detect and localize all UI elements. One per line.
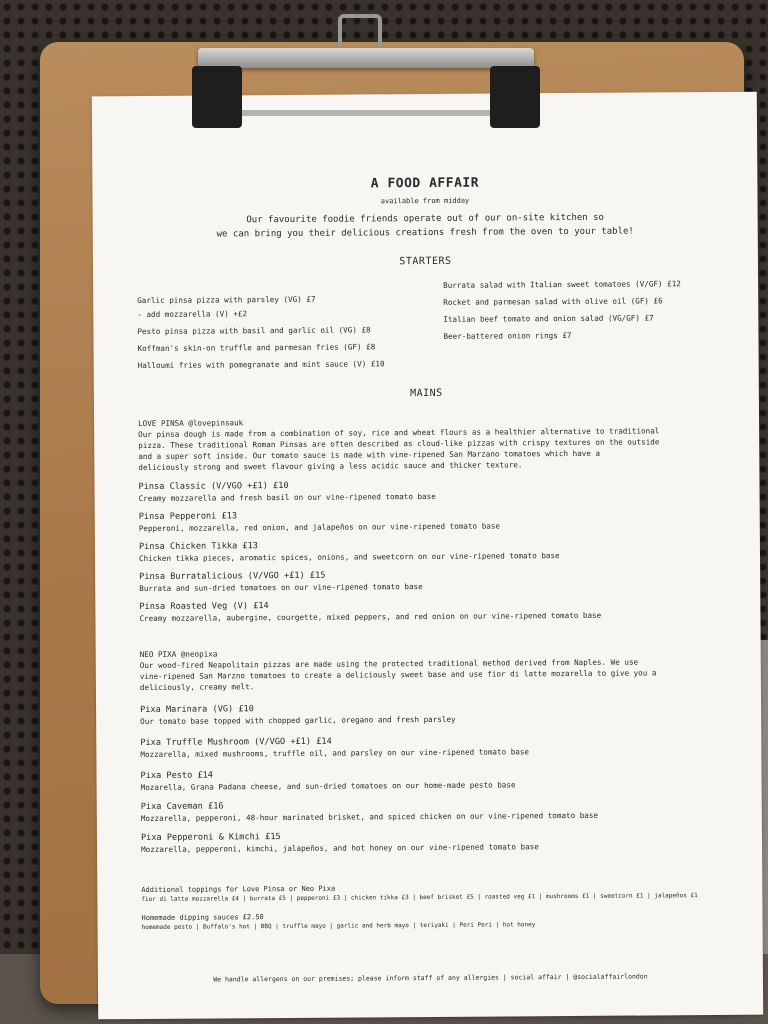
menu-subtitle: available from midday bbox=[380, 196, 470, 206]
pizza-desc: Creamy mozzarella and fresh basil on our vine-ripened tomato base bbox=[138, 491, 436, 504]
pizza-item bbox=[140, 701, 717, 727]
toppings-list: fior di latte mozzarella £4 | burrata £5 | pepperoni £3 | chicken tikka £3 | beef brisket £5 | roasted veg £1 | mushrooms £1 | sweetcorn £1 | jalapeños £1 bbox=[141, 892, 698, 904]
pizza-name: Pixa Marinara (VG) £10 bbox=[140, 704, 254, 716]
menu-sheet bbox=[92, 92, 763, 1020]
toppings-label: Additional toppings for Love Pinsa or Neo Pixa bbox=[141, 884, 336, 895]
love-pinsa-desc-line: Our pinsa dough is made from a combination of soy, rice and wheat flours as a healthier alternative to traditional bbox=[138, 426, 660, 440]
starter-item: Beer-battered onion rings £7 bbox=[443, 330, 572, 341]
clip-foot-right bbox=[490, 66, 540, 128]
pizza-desc: Mozzarella, mixed mushrooms, truffle oil, and parsley on our vine-ripened tomato base bbox=[140, 747, 530, 760]
clip-lever bbox=[198, 48, 534, 68]
neo-pixa-brand: NEO PIXA @neopixa bbox=[139, 649, 218, 660]
pizza-name: Pinsa Chicken Tikka £13 bbox=[138, 541, 258, 553]
neo-pixa-desc-line: vine-ripened San Marzno tomatoes to create a deliciously sweet base and use fior di latte mozarella to give you a bbox=[139, 668, 657, 682]
pizza-item bbox=[140, 734, 717, 760]
pizza-desc: Pepperoni, mozzarella, red onion, and jalapeños on our vine-ripened tomato base bbox=[138, 521, 501, 534]
pizza-name: Pinsa Pepperoni £13 bbox=[138, 511, 238, 523]
love-pinsa-brand: LOVE PINSA @lovepinsauk bbox=[138, 418, 244, 429]
intro-line: we can bring you their delicious creations fresh from the oven to your table! bbox=[216, 226, 634, 240]
love-pinsa-desc-line: pizza. These traditional Roman Pinsas are often described as cloud-like pizzas with crispy textures on the outside bbox=[138, 437, 660, 451]
neo-pixa-desc-line: Our wood-fired Neapolitain pizzas are made using the protected traditional method derived from Naples. We use bbox=[139, 657, 639, 671]
pizza-item bbox=[141, 829, 718, 855]
pizza-item bbox=[141, 798, 718, 824]
neo-pixa-desc-line: deliciously, creamy melt. bbox=[139, 682, 255, 693]
clip-rail bbox=[240, 110, 496, 116]
pizza-desc: Mozzarella, pepperoni, kimchi, jalapeños, and hot honey on our vine-ripened tomato base bbox=[141, 842, 539, 855]
starter-item: Italian beef tomato and onion salad (VG/GF) £7 bbox=[443, 313, 654, 324]
love-pinsa-desc-line: and a super soft inside. Our tomato sauce is made with vine-ripened San Marzano tomatoes which have a bbox=[138, 448, 601, 462]
starter-item: Burrata salad with Italian sweet tomatoes (V/GF) £12 bbox=[443, 279, 681, 290]
clipboard bbox=[40, 42, 744, 1004]
starter-item: Rocket and parmesan salad with olive oil (GF) £6 bbox=[443, 296, 663, 307]
starter-item: Garlic pinsa pizza with parsley (VG) £7 bbox=[137, 294, 316, 306]
pizza-desc: Mozarella, Grana Padana cheese, and sun-dried tomatoes on our home-made pesto base bbox=[140, 780, 516, 793]
clip-foot-left bbox=[192, 66, 242, 128]
pizza-name: Pinsa Classic (V/VGO +£1) £10 bbox=[138, 480, 289, 493]
sauces-list: homemade pesto | Buffalo's hot | BBQ | truffle mayo | garlic and herb mayo | teriyaki | Peri Peri | hot honey bbox=[141, 921, 536, 932]
pizza-name: Pixa Caveman £16 bbox=[140, 801, 224, 813]
menu-intro bbox=[153, 210, 698, 242]
pizza-name: Pinsa Burratalicious (V/VGO +£1) £15 bbox=[139, 570, 326, 583]
starters-heading: STARTERS bbox=[399, 255, 452, 268]
intro-line: Our favourite foodie friends operate out of our on-site kitchen so bbox=[246, 212, 604, 226]
dipping-sauces bbox=[141, 910, 732, 932]
allergen-footer: We handle allergens on our premises; please inform staff of any allergies | social affair | @socialaffairlondon bbox=[213, 972, 648, 984]
additional-toppings bbox=[141, 882, 732, 904]
pizza-desc: Burrata and sun-dried tomatoes on our vine-ripened tomato base bbox=[139, 582, 423, 594]
starter-addon: - add mozzarella (V) +£2 bbox=[137, 309, 248, 320]
pizza-item bbox=[138, 478, 715, 504]
menu-title: A FOOD AFFAIR bbox=[370, 175, 480, 192]
pizza-name: Pixa Truffle Mushroom (V/VGO +£1) £14 bbox=[140, 736, 332, 749]
starter-item: Koffman's skin-on truffle and parmesan fries (GF) £8 bbox=[137, 342, 376, 354]
pizza-item bbox=[139, 508, 716, 534]
pizza-desc: Chicken tikka pieces, aromatic spices, onions, and sweetcorn on our vine-ripened tomato base bbox=[138, 551, 560, 564]
pizza-item bbox=[139, 568, 716, 594]
sauces-label: Homemade dipping sauces £2.50 bbox=[141, 913, 264, 923]
pizza-name: Pinsa Roasted Veg (V) £14 bbox=[139, 601, 269, 613]
starters-left-column bbox=[137, 293, 384, 377]
pizza-item bbox=[140, 767, 717, 793]
neo-pixa-section bbox=[140, 645, 717, 693]
mains-heading: MAINS bbox=[410, 387, 443, 400]
love-pinsa-section bbox=[138, 414, 715, 473]
pizza-desc: Mozzarella, pepperoni, 48-hour marinated brisket, and spiced chicken on our vine-ripened tomato base bbox=[140, 810, 599, 824]
pizza-name: Pixa Pesto £14 bbox=[140, 770, 214, 782]
starter-item: Pesto pinsa pizza with basil and garlic oil (VG) £8 bbox=[137, 325, 371, 337]
starter-item: Halloumi fries with pomegranate and mint sauce (V) £10 bbox=[137, 359, 385, 371]
pizza-item bbox=[139, 598, 716, 624]
pizza-item bbox=[139, 538, 716, 564]
pizza-name: Pixa Pepperoni & Kimchi £15 bbox=[140, 832, 281, 844]
starters-right-column bbox=[443, 278, 681, 348]
love-pinsa-desc-line: deliciously strong and sweet flavour giving a less acidic sauce and thicker texture. bbox=[138, 460, 523, 473]
pizza-desc: Creamy mozzarella, aubergine, courgette, mixed peppers, and red onion on our vine-ripened tomato base bbox=[139, 610, 602, 624]
pizza-desc: Our tomato base topped with chopped garlic, oregano and fresh parsley bbox=[140, 714, 456, 727]
